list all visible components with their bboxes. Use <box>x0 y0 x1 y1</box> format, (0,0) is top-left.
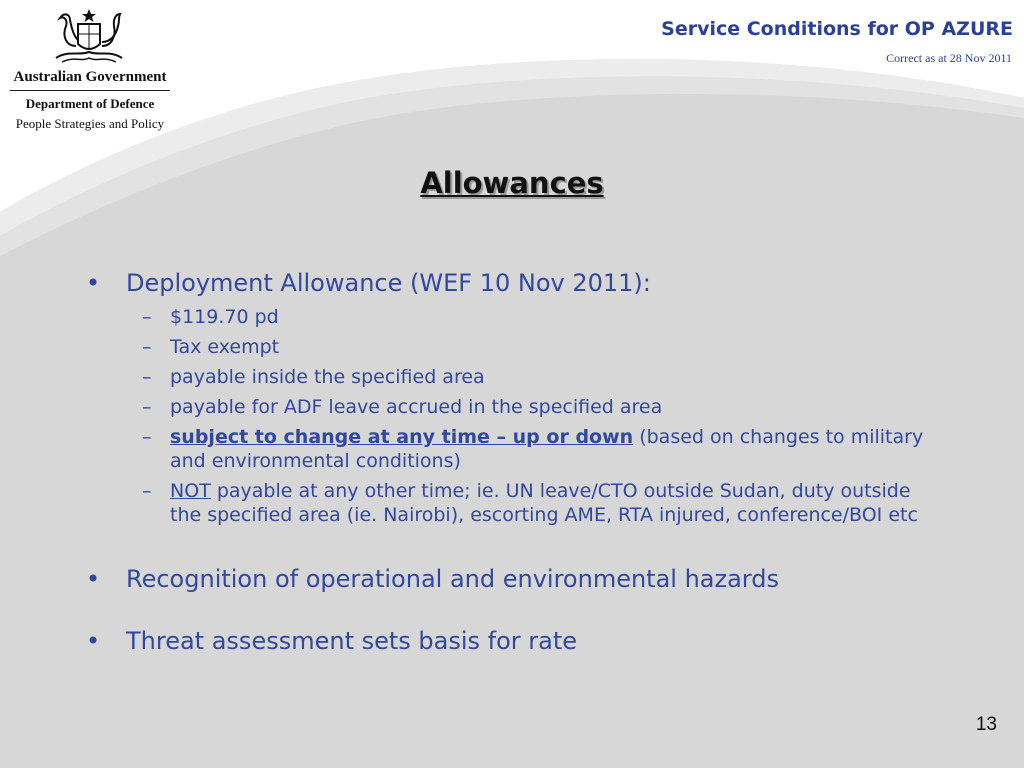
sub-bullet-marker: – <box>142 480 152 502</box>
logo-divider <box>10 90 170 91</box>
bullet-marker: • <box>86 269 101 297</box>
bullet-item <box>86 563 946 595</box>
header-title: Service Conditions for OP AZURE <box>661 18 1013 40</box>
sub-bullet-list <box>86 305 946 527</box>
sub-bullet-text: (based on changes to military and environmental conditions) <box>170 426 924 472</box>
bullet-text: Deployment Allowance (WEF 10 Nov 2011): <box>126 269 651 297</box>
bullet-text: Recognition of operational and environmental hazards <box>126 565 779 593</box>
department-name: Department of Defence <box>25 96 155 111</box>
bullet-item <box>86 267 946 299</box>
sub-bullet-marker: – <box>142 366 152 388</box>
sub-bullet-item <box>86 335 946 359</box>
sub-bullet-emphasis: subject to change at any time – up or down <box>170 426 634 448</box>
bullet-list <box>86 267 946 657</box>
header-date: Correct as at 28 Nov 2011 <box>886 51 1012 65</box>
coat-of-arms-icon <box>48 6 130 68</box>
sub-bullet-marker: – <box>142 306 152 328</box>
sub-bullet-text: payable inside the specified area <box>170 366 485 388</box>
sub-bullet-item <box>86 365 946 389</box>
slide-title: Allowances <box>420 166 604 200</box>
sub-bullet-underline: NOT <box>170 480 211 502</box>
sub-bullet-item <box>86 479 946 527</box>
government-name: Australian Government <box>13 69 167 85</box>
bullet-item <box>86 625 946 657</box>
bullet-marker: • <box>86 627 101 655</box>
sub-bullet-marker: – <box>142 426 152 448</box>
sub-bullet-text: $119.70 pd <box>170 306 279 328</box>
sub-bullet-text: payable at any other time; ie. UN leave/CTO outside Sudan, duty outside the specified area (ie. Nairobi), escorting AME, RTA injured, conference/BOI etc <box>170 480 918 526</box>
government-logo <box>0 0 185 140</box>
bullet-text: Threat assessment sets basis for rate <box>126 627 578 655</box>
sub-bullet-marker: – <box>142 336 152 358</box>
sub-bullet-item <box>86 425 946 473</box>
division-name: People Strategies and Policy <box>15 116 165 131</box>
sub-bullet-text: Tax exempt <box>170 336 280 358</box>
sub-bullet-text: payable for ADF leave accrued in the specified area <box>170 396 663 418</box>
sub-bullet-marker: – <box>142 396 152 418</box>
sub-bullet-item <box>86 305 946 329</box>
page-number: 13 <box>975 714 997 735</box>
bullet-marker: • <box>86 565 101 593</box>
sub-bullet-item <box>86 395 946 419</box>
